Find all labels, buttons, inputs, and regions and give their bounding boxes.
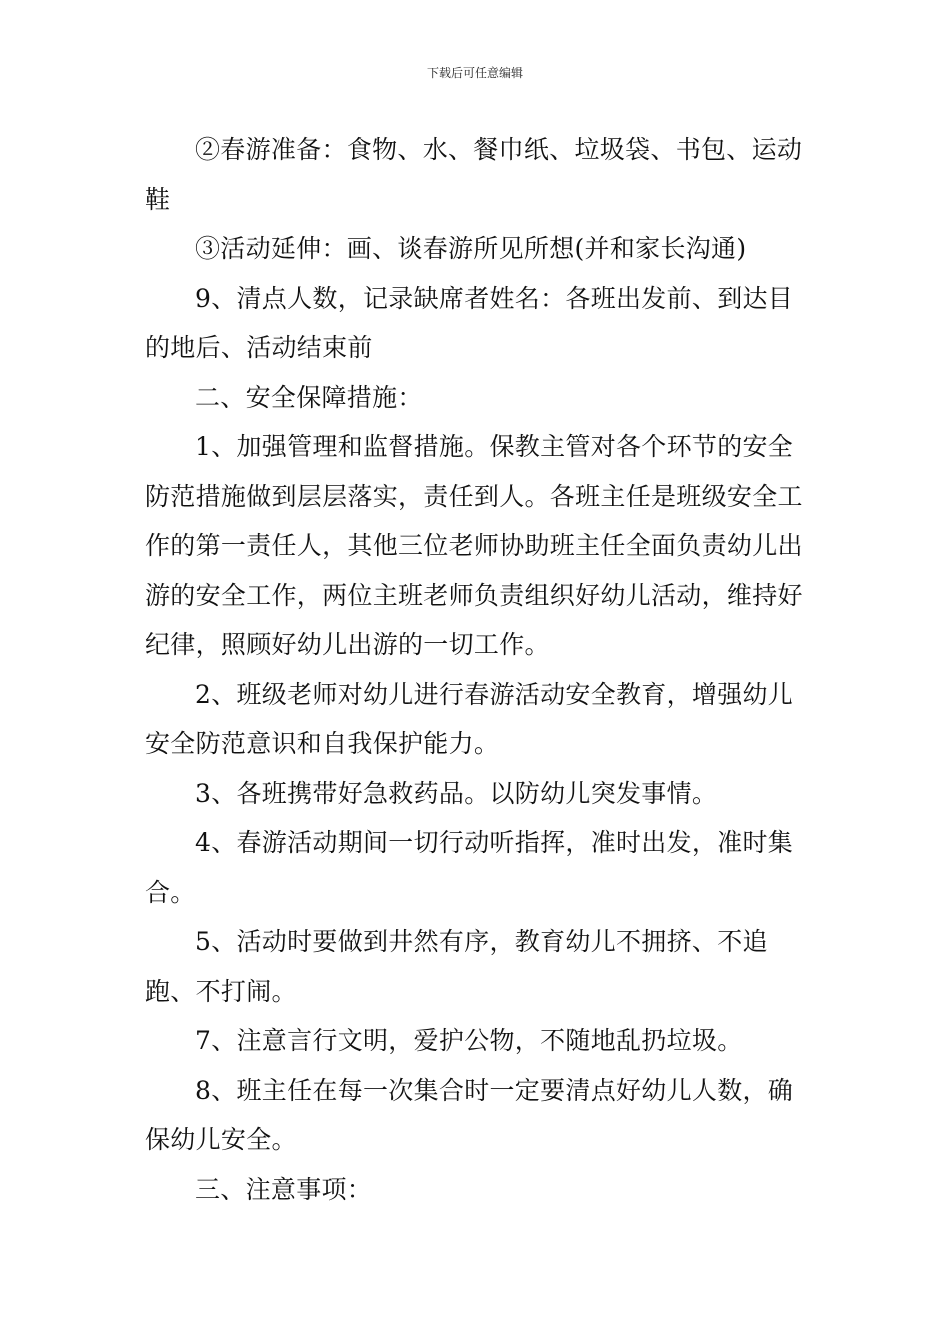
section-heading-notes: 三、注意事项：: [195, 1174, 373, 1204]
paragraph-orderly-activity: 5、活动时要做到井然有序，教育幼儿不拥挤、不追跑、不打闹。: [145, 927, 768, 1006]
paragraph-safety-education: 2、班级老师对幼儿进行春游活动安全教育，增强幼儿安全防范意识和自我保护能力。: [145, 679, 794, 758]
paragraph-management-supervision: 1、加强管理和监督措施。保教主管对各个环节的安全防范措施做到层层落实，责任到人。各班主任是班级安全工作的第一责任人，其他三位老师协助班主任全面负责幼儿出游的安全工作，两位主班老师负责组织好幼儿活动，维持好纪律，照顾好幼儿出游的一切工作。: [145, 432, 803, 659]
paragraph-activity-extension: ③活动延伸：画、谈春游所见所想(并和家长沟通): [195, 234, 747, 263]
page-header: 下载后可任意编辑: [426, 66, 523, 80]
paragraph-headcount-at-assembly: 8、班主任在每一次集合时一定要清点好幼儿人数，确保幼儿安全。: [145, 1075, 794, 1154]
paragraph-headcount: 9、清点人数，记录缺席者姓名：各班出发前、到达目的地后、活动结束前: [145, 283, 794, 362]
document-body: [145, 125, 810, 1214]
paragraph-follow-command: 4、春游活动期间一切行动听指挥，准时出发，准时集合。: [145, 828, 794, 907]
paragraph-civilized-behavior: 7、注意言行文明，爱护公物，不随地乱扔垃圾。: [195, 1026, 743, 1055]
paragraph-first-aid: 3、各班携带好急救药品。以防幼儿突发事情。: [195, 778, 718, 808]
paragraph-spring-outing-preparation: ②春游准备：食物、水、餐巾纸、垃圾袋、书包、运动鞋: [145, 135, 803, 214]
section-heading-safety-measures: 二、安全保障措施：: [195, 382, 423, 412]
